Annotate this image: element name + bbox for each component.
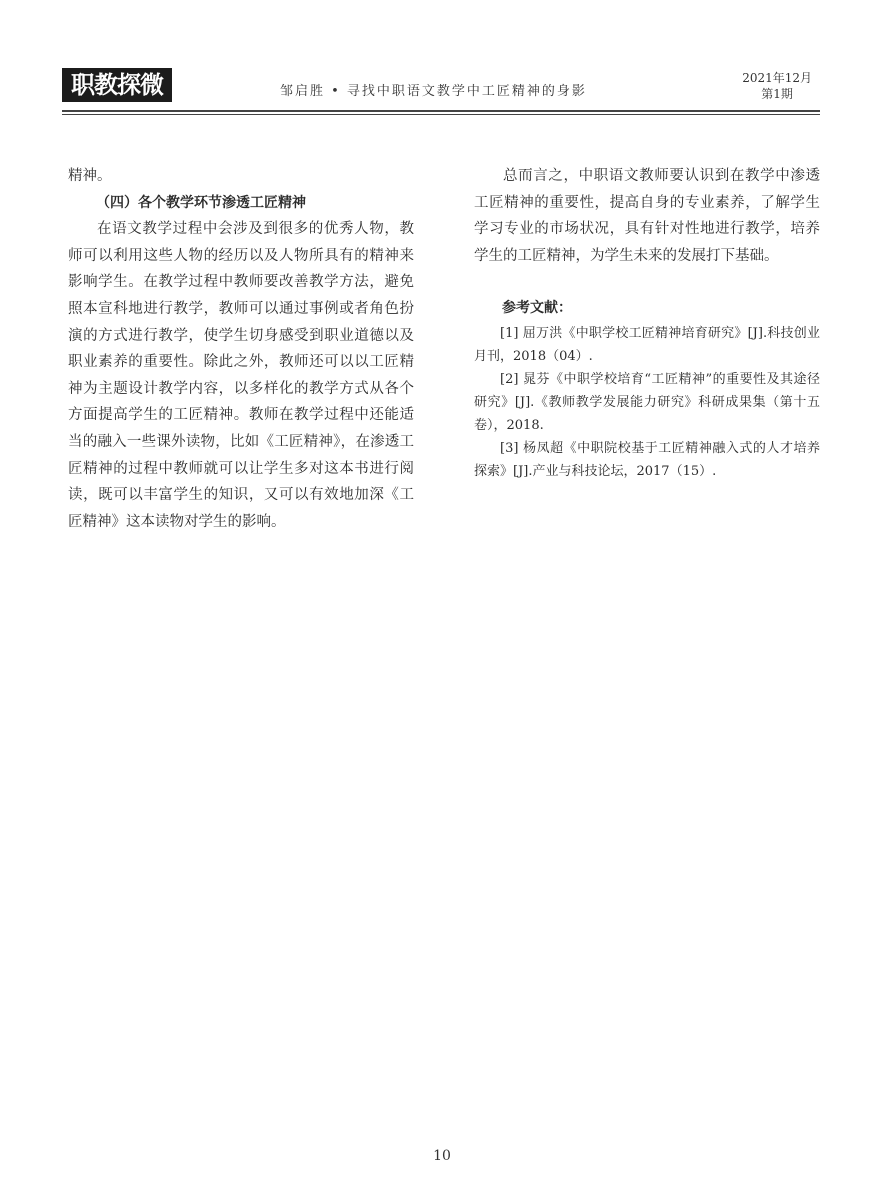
header-rule-thin bbox=[62, 114, 820, 115]
body-paragraph: 在语文教学过程中会涉及到很多的优秀人物，教师可以利用这些人物的经历以及人物所具有的精神来影响学生。在教学过程中教师要改善教学方法，避免照本宣科地进行教学，教师可以通过事例或者角色扮演的方式进行教学，使学生切身感受到职业道德以及职业素养的重要性。除此之外，教师还可以以工匠精神为主题设计教学内容，以多样化的教学方式从各个方面提高学生的工匠精神。教师在教学过程中还能适当的融入一些课外读物，比如《工匠精神》，在渗透工匠精神的过程中教师就可以让学生多对这本书进行阅读，既可以丰富学生的知识，又可以有效地加深《工匠精神》这本读物对学生的影响。 bbox=[68, 221, 414, 530]
page-header bbox=[62, 68, 820, 116]
continued-text: 精神。 bbox=[68, 168, 112, 184]
conclusion-paragraph: 总而言之，中职语文教师要认识到在教学中渗透工匠精神的重要性，提高自身的专业素养，了解学生学习专业的市场状况，具有针对性地进行教学，培养学生的工匠精神，为学生未来的发展打下基础。 bbox=[474, 168, 820, 264]
reference-item-1: [1] 屈万洪《中职学校工匠精神培育研究》[J].科技创业月刊，2018（04）. bbox=[474, 325, 820, 364]
page-number: 10 bbox=[433, 1148, 451, 1164]
issue-number: 第1期 bbox=[761, 87, 793, 101]
issue-year-month: 2021年12月 bbox=[742, 71, 812, 85]
running-title: 邹启胜 • 寻找中职语文教学中工匠精神的身影 bbox=[280, 84, 587, 99]
journal-logo: 职教探微 bbox=[62, 68, 172, 102]
left-column bbox=[68, 163, 414, 535]
right-column bbox=[474, 163, 820, 483]
header-rule-thick bbox=[62, 110, 820, 112]
issue-info bbox=[742, 70, 812, 102]
references-heading: 参考文献： bbox=[502, 300, 572, 317]
reference-item-3: [3] 杨凤超《中职院校基于工匠精神融入式的人才培养探索》[J].产业与科技论坛，2017（15）. bbox=[474, 440, 820, 479]
section-heading: （四）各个教学环节渗透工匠精神 bbox=[96, 194, 306, 211]
reference-item-2: [2] 晁芬《中职学校培育“工匠精神”的重要性及其途径研究》[J].《教师教学发展能力研究》科研成果集（第十五卷），2018. bbox=[474, 371, 820, 433]
